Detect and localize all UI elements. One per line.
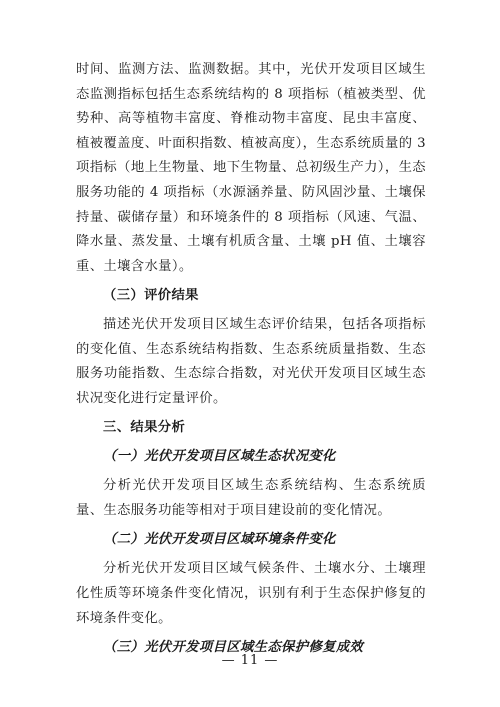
subheading-restoration-effect: （三）光伏开发项目区域生态保护修复成效 <box>103 639 364 655</box>
body-paragraph-ecological-status: 分析光伏开发项目区域生态系统结构、生态系统质量、生态服务功能等相对于项目建设前的变化情况。 <box>76 478 426 519</box>
page-number: — 11 — <box>221 653 279 668</box>
chapter-heading-result-analysis: 三、结果分析 <box>103 420 186 436</box>
document-body <box>76 58 426 665</box>
subheading-ecological-status-change: （一）光伏开发项目区域生态状况变化 <box>103 449 336 465</box>
body-paragraph-evaluation: 描述光伏开发项目区域生态评价结果，包括各项指标的变化值、生态系统结构指数、生态系统质量指数、生态服务功能指数、生态综合指数，对光伏开发项目区域生态状况变化进行定量评价。 <box>76 317 426 406</box>
body-paragraph-environment: 分析光伏开发项目区域气候条件、土壤水分、土壤理化性质等环境条件变化情况，识别有利于生态保护修复的环境条件变化。 <box>76 561 426 626</box>
subheading-environment-change: （二）光伏开发项目区域环境条件变化 <box>103 532 336 548</box>
body-paragraph-continued: 时间、监测方法、监测数据。其中，光伏开发项目区域生态监测指标包括生态系统结构的 8 项指标（植被类型、优势种、高等植物丰富度、脊椎动物丰富度、昆虫丰富度、植被覆盖度、叶面积指数、植被高度），生态系统质量的 3 项指标（地上生物量、地下生物量、总初级生产力），生态服务功能的 4 项指标（水源涵养量、防风固沙量、土壤保持量、碳储存量）和环境条件的 8 项指标（风速、气温、降水量、蒸发量、土壤有机质含量、土壤 pH 值、土壤容重、土壤含水量）。 <box>76 62 426 274</box>
section-heading-evaluation-results: （三）评价结果 <box>103 287 199 303</box>
